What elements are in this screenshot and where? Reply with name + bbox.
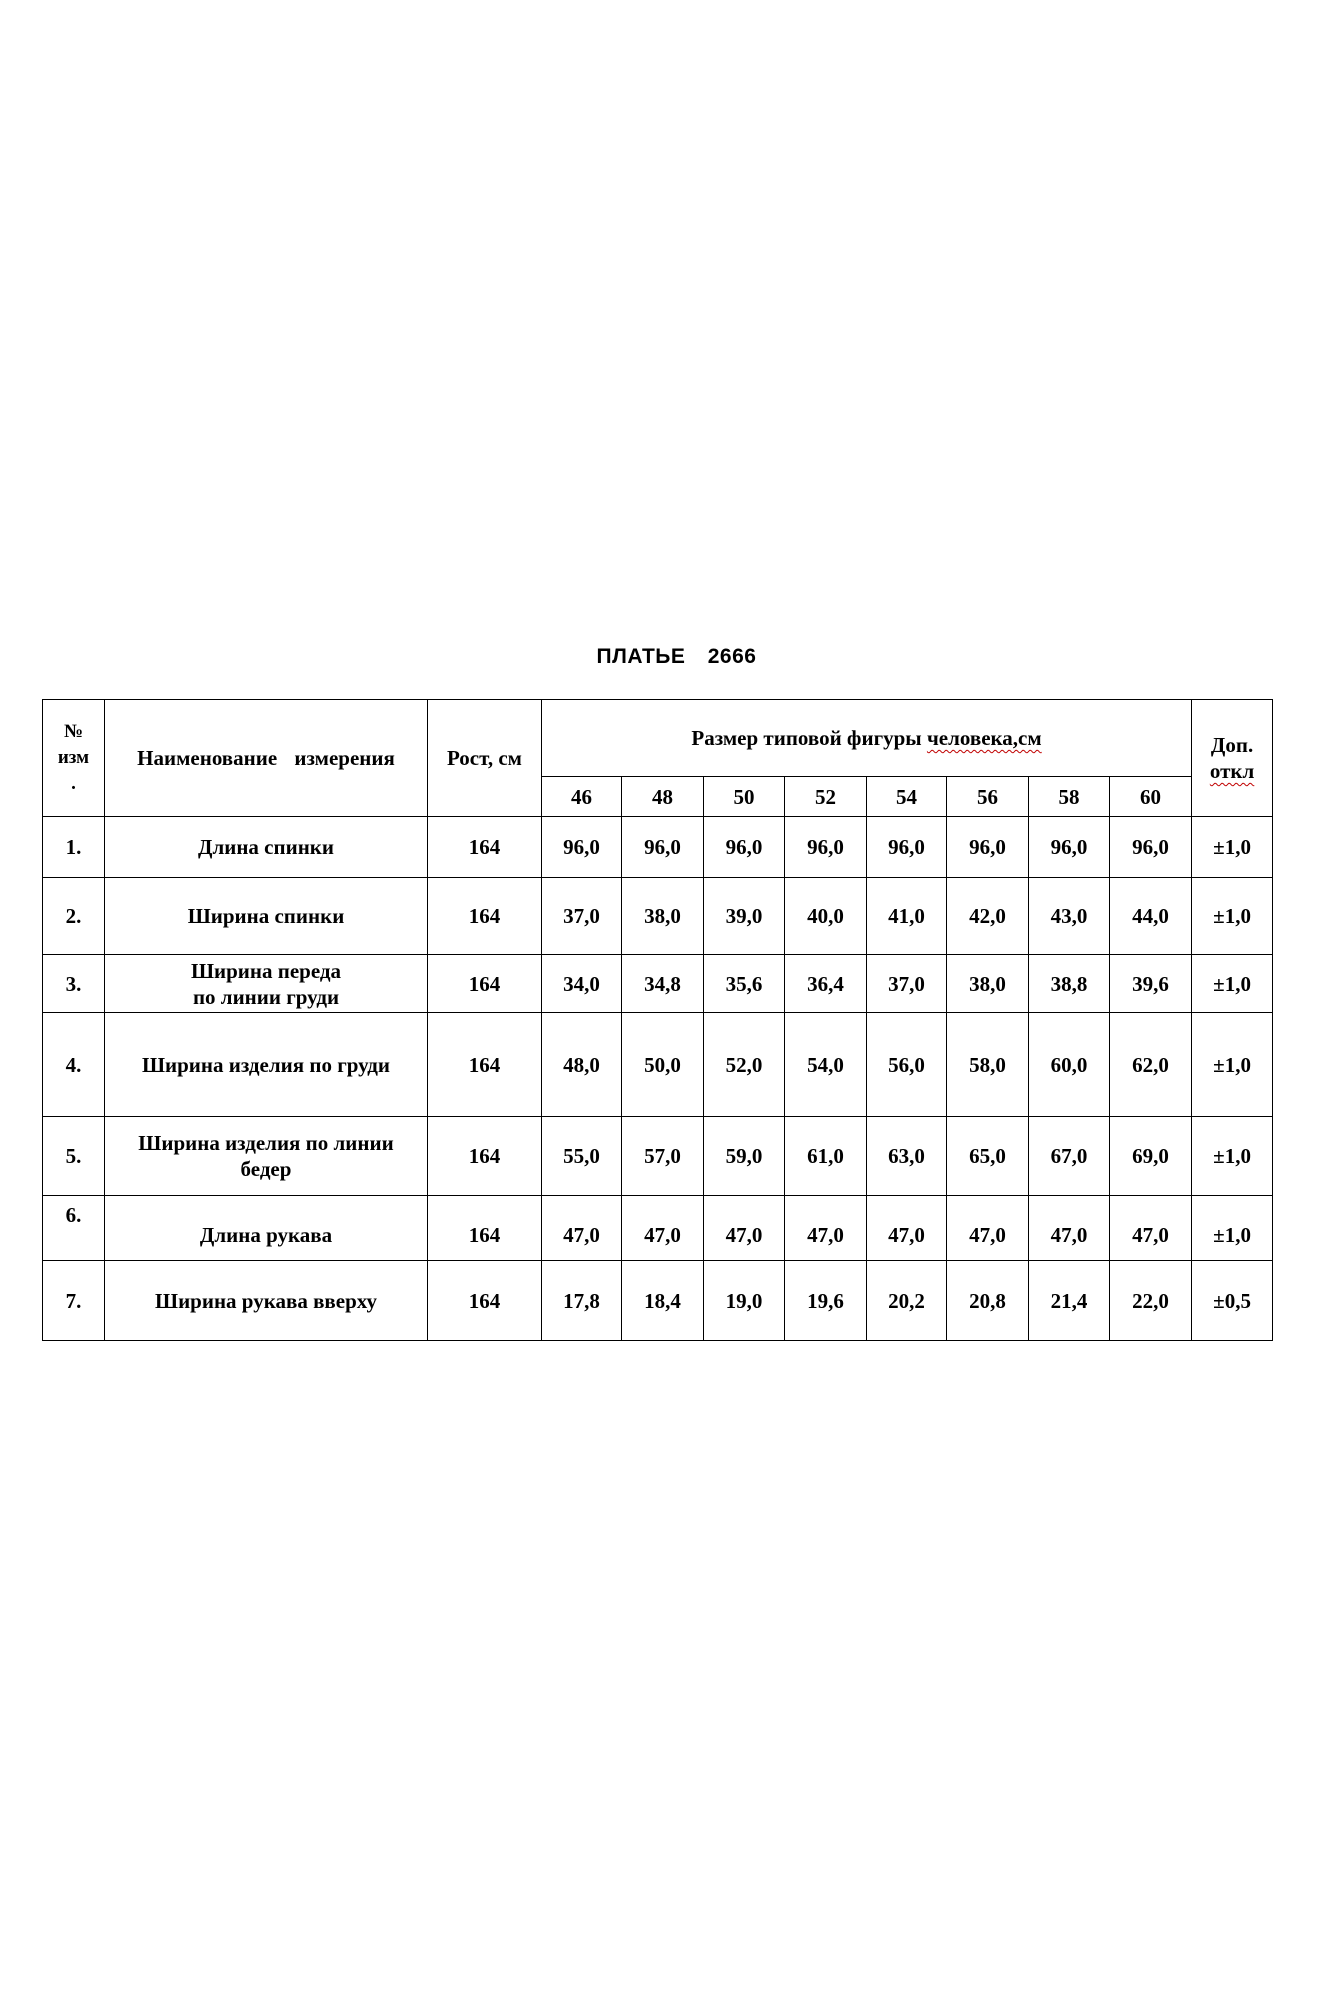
- table-row: [43, 1261, 1273, 1341]
- row-value: 38,0: [622, 878, 704, 955]
- row-value: 40,0: [785, 878, 867, 955]
- row-number: 7.: [43, 1261, 105, 1341]
- row-number: 1.: [43, 817, 105, 878]
- row-height: 164: [428, 1013, 542, 1117]
- row-tolerance: ±1,0: [1192, 878, 1273, 955]
- header-num-line1: №: [63, 721, 84, 742]
- table-row: [43, 955, 1273, 1013]
- row-value: 96,0: [785, 817, 867, 878]
- row-value: 38,8: [1029, 955, 1110, 1013]
- header-size-group: [542, 700, 1192, 777]
- row-value: 96,0: [622, 817, 704, 878]
- row-value: 55,0: [542, 1117, 622, 1196]
- row-value: 37,0: [867, 955, 947, 1013]
- row-name-line: Ширина переда: [190, 958, 342, 983]
- header-num: [43, 700, 105, 817]
- row-value: 43,0: [1029, 878, 1110, 955]
- row-tolerance: ±1,0: [1192, 817, 1273, 878]
- row-number: 3.: [43, 955, 105, 1013]
- row-value: 20,2: [867, 1261, 947, 1341]
- row-name: [105, 1117, 428, 1196]
- row-value: 36,4: [785, 955, 867, 1013]
- row-value: 61,0: [785, 1117, 867, 1196]
- row-value: 50,0: [622, 1013, 704, 1117]
- row-value: 48,0: [542, 1013, 622, 1117]
- row-value: 34,8: [622, 955, 704, 1013]
- row-value: 37,0: [542, 878, 622, 955]
- row-value: 67,0: [1029, 1117, 1110, 1196]
- measurement-table: [42, 699, 1273, 1341]
- header-tolerance-line1: Доп.: [1210, 733, 1254, 757]
- row-value: 57,0: [622, 1117, 704, 1196]
- row-name-line: Ширина изделия по линии: [138, 1131, 394, 1155]
- row-number: 5.: [43, 1117, 105, 1196]
- header-tolerance-line2: откл: [1209, 759, 1255, 783]
- row-value: 47,0: [704, 1196, 785, 1261]
- row-number: 2.: [43, 878, 105, 955]
- header-name: Наименование измерения: [105, 700, 428, 817]
- header-size-group-underlined: человека,см: [926, 726, 1042, 750]
- row-value: 19,6: [785, 1261, 867, 1341]
- row-tolerance: ±1,0: [1192, 955, 1273, 1013]
- row-value: 47,0: [622, 1196, 704, 1261]
- row-value: 47,0: [947, 1196, 1029, 1261]
- row-value: 47,0: [1110, 1196, 1192, 1261]
- table-row: [43, 1013, 1273, 1117]
- row-value: 54,0: [785, 1013, 867, 1117]
- row-number: 6.: [43, 1196, 105, 1261]
- row-tolerance: ±1,0: [1192, 1117, 1273, 1196]
- table-row: [43, 1196, 1273, 1261]
- table-row: [43, 1117, 1273, 1196]
- row-value: 39,0: [704, 878, 785, 955]
- row-value: 58,0: [947, 1013, 1029, 1117]
- table-row: [43, 817, 1273, 878]
- row-value: 20,8: [947, 1261, 1029, 1341]
- row-value: 47,0: [867, 1196, 947, 1261]
- header-num-line2: изм: [57, 747, 90, 768]
- row-value: 42,0: [947, 878, 1029, 955]
- row-name: Ширина спинки: [105, 878, 428, 955]
- row-value: 96,0: [1029, 817, 1110, 878]
- row-value: 96,0: [542, 817, 622, 878]
- row-height: 164: [428, 1117, 542, 1196]
- document-title: ПЛАТЬЕ 2666: [596, 645, 757, 668]
- row-name: Ширина изделия по груди: [105, 1013, 428, 1117]
- table-row: [43, 878, 1273, 955]
- size-col: 50: [704, 777, 785, 817]
- row-tolerance: ±1,0: [1192, 1196, 1273, 1261]
- row-value: 62,0: [1110, 1013, 1192, 1117]
- header-num-line3: .: [71, 773, 76, 794]
- header-tolerance: [1192, 700, 1273, 817]
- row-value: 96,0: [947, 817, 1029, 878]
- size-col: 48: [622, 777, 704, 817]
- row-number: 4.: [43, 1013, 105, 1117]
- row-value: 35,6: [704, 955, 785, 1013]
- row-height: 164: [428, 817, 542, 878]
- row-tolerance: ±0,5: [1192, 1261, 1273, 1341]
- row-height: 164: [428, 955, 542, 1013]
- row-value: 38,0: [947, 955, 1029, 1013]
- row-name: Ширина рукава вверху: [105, 1261, 428, 1341]
- row-height: 164: [428, 1196, 542, 1261]
- row-value: 39,6: [1110, 955, 1192, 1013]
- size-col: 54: [867, 777, 947, 817]
- row-value: 44,0: [1110, 878, 1192, 955]
- row-height: 164: [428, 1261, 542, 1341]
- row-value: 96,0: [867, 817, 947, 878]
- row-value: 47,0: [542, 1196, 622, 1261]
- row-value: 63,0: [867, 1117, 947, 1196]
- row-name-line: бедер: [240, 1157, 292, 1181]
- row-value: 52,0: [704, 1013, 785, 1117]
- row-value: 41,0: [867, 878, 947, 955]
- row-value: 47,0: [1029, 1196, 1110, 1261]
- row-name: Длина рукава: [105, 1196, 428, 1261]
- row-value: 22,0: [1110, 1261, 1192, 1341]
- size-col: 46: [542, 777, 622, 817]
- size-col: 58: [1029, 777, 1110, 817]
- table-header-row: [43, 700, 1273, 777]
- row-name-line: по линии груди: [192, 984, 340, 1009]
- row-value: 34,0: [542, 955, 622, 1013]
- row-value: 65,0: [947, 1117, 1029, 1196]
- header-size-group-prefix: Размер типовой фигуры: [691, 726, 927, 750]
- row-name: [105, 955, 428, 1013]
- row-value: 21,4: [1029, 1261, 1110, 1341]
- row-value: 17,8: [542, 1261, 622, 1341]
- size-col: 56: [947, 777, 1029, 817]
- row-value: 59,0: [704, 1117, 785, 1196]
- row-tolerance: ±1,0: [1192, 1013, 1273, 1117]
- row-value: 19,0: [704, 1261, 785, 1341]
- size-col: 52: [785, 777, 867, 817]
- row-value: 69,0: [1110, 1117, 1192, 1196]
- row-height: 164: [428, 878, 542, 955]
- row-name: Длина спинки: [105, 817, 428, 878]
- row-value: 96,0: [1110, 817, 1192, 878]
- row-value: 96,0: [704, 817, 785, 878]
- header-height: Рост, см: [428, 700, 542, 817]
- row-value: 18,4: [622, 1261, 704, 1341]
- row-value: 47,0: [785, 1196, 867, 1261]
- row-value: 60,0: [1029, 1013, 1110, 1117]
- row-value: 56,0: [867, 1013, 947, 1117]
- size-col: 60: [1110, 777, 1192, 817]
